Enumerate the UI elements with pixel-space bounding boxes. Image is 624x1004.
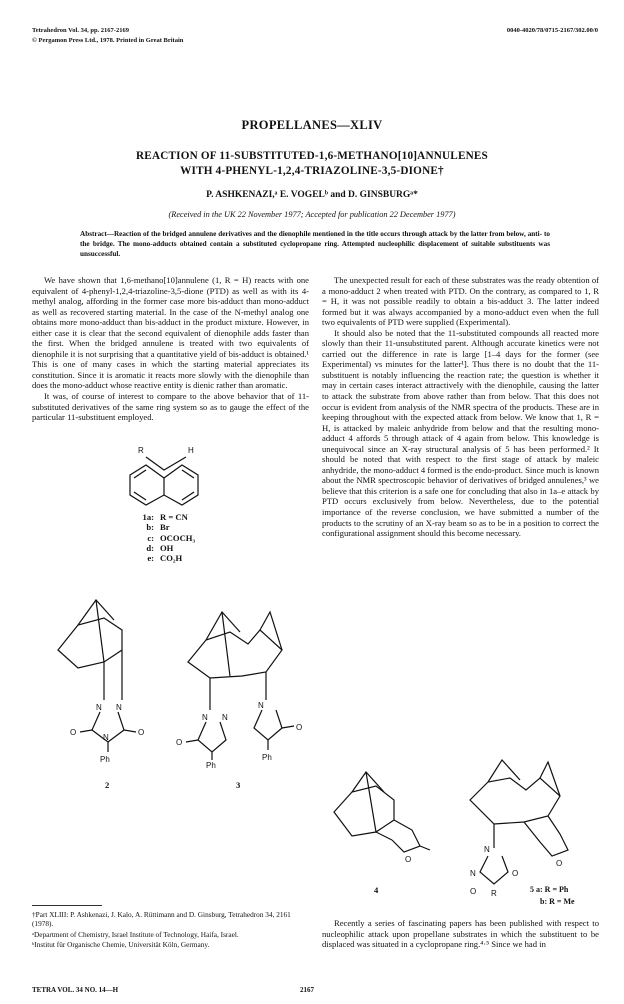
substituent-group: OCOCH₃ — [160, 532, 196, 543]
struct2-o2: O — [138, 728, 145, 737]
substituent-group: CO₂H — [160, 553, 183, 564]
right-paragraph-1: The unexpected result for each of these substrates was the ready obtention of a mono-adduct 2 when treated with PTD. On the contrary, as compared to 1, R = H, it was not possible readily to obtain a bis-adduct 3. The latter indeed formed but it was always accompanied by a mono-adduct even when the full two equivalents of PTD were supplied (Experimental). — [322, 275, 599, 328]
substituent-id: c: — [147, 532, 154, 543]
article-title-line2: WITH 4-PHENYL-1,2,4-TRIAZOLINE-3,5-DIONE† — [180, 165, 444, 177]
compound-label-3: 3 — [236, 780, 241, 790]
article-code: 0040-4020/78/0715-2167/302.00/0 — [506, 27, 598, 34]
abstract-text: —Reaction of the bridged annulene derivatives and the dienophile mentioned in the title occurs through attack by the latter from below, anti- to the bridge. The mono-adducts obtained contain a substituted cyclopropane ring. Attempted nucleophilic displacement of suitable substituents was unsuccessful. — [80, 230, 550, 258]
struct3-n1: N — [202, 713, 208, 722]
right-paragraph-2: It should also be noted that the 11-substituted compounds all reacted more slowly than their 11-unsubstituted parent. Although accurate kinetics were not carried out the difference in rate is large [1–4 days for the former (see Experimental) vs minutes for the latter¹]. Thus there is no doubt that the 11-substituent is notably influencing the reaction rate; the question is whether it may in certain cases interact attractively with the dienophile, causing the latter to attack the substrate from above rather than from below. That this does not occur is evident from analysis of the NMR spectra of the products. These are in keeping throughout with the expected attack from below. We know that 1, R = H, is attacked by maleic anhydride from below and that the resulting mono-adduct 4 affords 5 through attack of 4 again from below. This knowledge is unequivocal since an X-ray structural analysis of 5 has been performed.² It should be noted that with respect to the first stage of attack by maleic anhydride, the mono-adduct 4 formed is the endo-product. Since much is known about the NMR spectroscopic behavior of derivatives of bridged annulenes,³ we believe that this criterion is a safe one for concluding that also in 1a–e attack by PTD occurs exclusively from below. Nevertheless, due to the potential importance of the reverse conclusion, we have submitted a number of the products to the scrutiny of an X-ray beam so as to be in a position to correct the configurational assignment should this become necessary. — [322, 327, 599, 539]
struct3-ph1: Ph — [206, 761, 216, 770]
footnote-3: ᵇInstitut für Organische Chemie, Universität Köln, Germany. — [32, 940, 210, 950]
struct5-n2: N — [470, 869, 476, 878]
article-title-line1: REACTION OF 11-SUBSTITUTED-1,6-METHANO[10]ANNULENES — [136, 150, 488, 162]
footnotes — [32, 910, 309, 951]
compound-label-4: 4 — [374, 885, 379, 895]
struct2-n3: N — [103, 733, 109, 742]
substituent-group: R = CN — [160, 512, 188, 522]
publisher-line: © Pergamon Press Ltd., 1978. Printed in Great Britain — [32, 37, 184, 44]
issue-line: TETRA VOL. 34 NO. 14—H — [32, 986, 119, 994]
author-list: P. ASHKENAZI,ᵃ E. VOGELᵇ and D. GINSBURGᵃ* — [206, 190, 418, 200]
abstract-label: Abstract — [80, 230, 107, 238]
struct5-o1: O — [512, 869, 519, 878]
substituent-group: Br — [160, 522, 170, 533]
left-paragraph-2: It was, of course of interest to compare to the above behavior that of 11-substituted derivatives of the same ring system so as to gauge the effect of the particular 11-substituent employed. — [32, 391, 309, 423]
struct1-r-label: R — [138, 446, 144, 455]
struct3-ph2: Ph — [262, 753, 272, 762]
substituent-id: 1a: — [142, 512, 154, 522]
struct3-o2: O — [296, 723, 303, 732]
struct3-o1: O — [176, 738, 183, 747]
struct3-n3: N — [258, 701, 264, 710]
substituent-id: e: — [147, 553, 154, 564]
compound-label-5a: 5 a: R = Ph — [530, 885, 569, 894]
struct2-n1: N — [96, 703, 102, 712]
compound-label-5b: b: R = Me — [540, 897, 575, 906]
substituent-id: b: — [146, 522, 154, 533]
struct2-n2: N — [116, 703, 122, 712]
compound-label-2: 2 — [105, 780, 110, 790]
footnote-2: ᵃDepartment of Chemistry, Israel Institute of Technology, Haifa, Israel. — [32, 929, 239, 939]
received-dates: (Received in the UK 22 November 1977; Accepted for publication 22 December 1977) — [168, 210, 456, 219]
struct5-o2: O — [470, 887, 477, 896]
struct2-ph: Ph — [100, 755, 110, 764]
footnote-rule — [32, 905, 102, 906]
struct4-o: O — [405, 855, 412, 864]
right-paragraph-3: Recently a series of fascinating papers has been published with respect to nucleophilic attack upon propellane substrates in which the substituent to be displaced was situated in a cyclopropane ring.⁴·⁵ Since we had in — [322, 918, 599, 950]
struct5-n1: N — [484, 845, 490, 854]
page-number: 2167 — [300, 986, 314, 994]
substituent-group: OH — [160, 542, 174, 553]
struct3-n2: N — [222, 713, 228, 722]
series-title: PROPELLANES—XLIV — [241, 118, 383, 132]
footnote-1: †Part XLIII: P. Ashkenazi, J. Kalo, A. Rüttimann and D. Ginsburg, Tetrahedron 34, 2161 (1978). — [32, 910, 291, 929]
struct5-o3: O — [556, 859, 563, 868]
journal-citation: Tetrahedron Vol. 34, pp. 2167-2169 — [32, 27, 129, 34]
struct2-o1: O — [70, 728, 77, 737]
struct1-h-label: H — [188, 446, 194, 455]
struct5-r: R — [491, 889, 497, 898]
left-paragraph-1: We have shown that 1,6-methano[10]annulene (1, R = H) reacts with one equivalent of 4-phenyl-1,2,4-triazoline-3,5-dione (PTD) as well as with its 4-methyl analog, affording in the former case more bis-adduct than mono-adduct as well as recovered starting material. In the case of the N-methyl analog one obtains more mono-adduct than bis-adduct in the product mixture. However, in either case it is clear that the second equivalent of dienophile adds faster than the first. When the bridged annulene is treated with two equivalents of dienophile it is not surprising that a quantitative yield of bis-adduct is obtained.¹ This is one of many cases in which the starting material appreciates its constitution. Since it is aromatic it reacts more slowly with the dienophile than does the mono-adduct whose reactive entity is dienic rather than aromatic. — [32, 275, 309, 391]
right-column-bottom — [322, 918, 599, 950]
substituent-id: d: — [146, 542, 154, 553]
